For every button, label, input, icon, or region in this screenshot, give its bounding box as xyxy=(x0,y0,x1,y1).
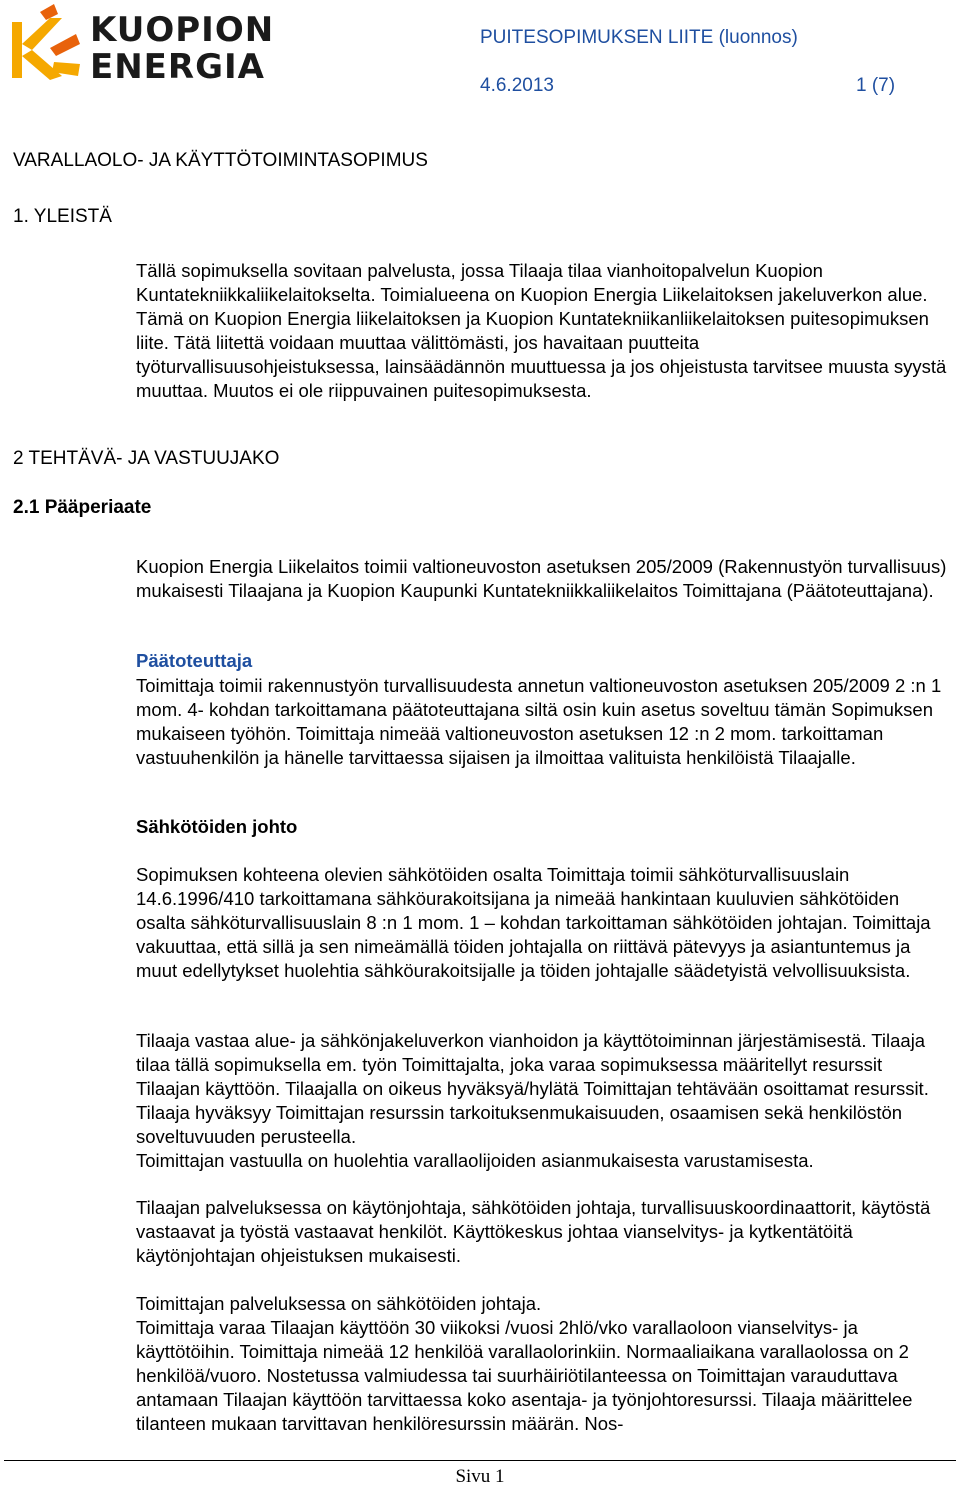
paatoteuttaja-text: Toimittaja toimii rakennustyön turvallisuudesta annetun valtioneuvoston asetuksen 205/2009 2 :n 1 mom. 4- kohdan tarkoittamana päätoteuttajana siltä osin kuin asetus soveltuu tämän Sopimuksen mukaiseen työhön. Toimittaja nimeää valtioneuvoston asetuksen 12 :n 2 mom. tarkoittaman vastuuhenkilön ja hänelle tarvittaessa sijaisen ja ilmoittaa valituista henkilöistä Tilaajalle. xyxy=(136,675,942,768)
footer-divider xyxy=(4,1460,956,1461)
brand-line-2: ENERGIA xyxy=(90,47,265,87)
paatoteuttaja-heading: Päätoteuttaja xyxy=(136,650,253,671)
page-footer: Sivu 1 xyxy=(455,1466,505,1487)
section-2-1-text: Kuopion Energia Liikelaitos toimii valtioneuvoston asetuksen 205/2009 (Rakennustyön turvallisuus) mukaisesti Tilaajana ja Kuopion Kaupunki Kuntatekniikkaliikelaitos Toimittajana (Päätoteuttajana). xyxy=(136,556,947,601)
sahkotoiden-johto-text: Sopimuksen kohteena olevien sähkötöiden osalta Toimittaja toimii sähköturvallisuuslain 14.6.1996/410 tarkoittamana sähköurakoitsijana ja nimeää hankintaan kuuluvien sähkötöiden osalta sähköturvallisuuslain 8 :n 1 mom. 1 – kohdan tarkoittaman sähkötöiden johtajan. Toimittaja vakuuttaa, että sillä ja sen nimeämällä töiden johtajalla on riittävä pätevyys ja asiantuntemus ja muut edellytykset huolehtia sähköurakoitsijalle ja töiden johtajalle säädetyistä velvollisuuksista. xyxy=(136,864,931,981)
section-2-1-heading: 2.1 Pääperiaate xyxy=(13,497,152,518)
brand-line-1: KUOPION xyxy=(90,10,275,50)
tilaaja-paragraph: Tilaaja vastaa alue- ja sähkönjakeluverkon vianhoidon ja käyttötoiminnan järjestämisestä. Tilaaja tilaa tällä sopimuksella em. työn Toimittajalta, joka varaa sopimuksessa määritellyt resurssit Tilaajan käyttöön. Tilaajalla on oikeus hyväksyä/hylätä Toimittajan tehtävään osoittamat resurssit. Tilaaja hyväksyy Toimittajan resurssin tarkoituksenmukaisuuden, osaamisen sekä henkilöstön soveltuvuuden perusteella. xyxy=(136,1030,929,1147)
toimittaja-paragraph-1: Toimittajan palveluksessa on sähkötöiden johtaja. xyxy=(136,1293,542,1314)
section-1-heading: 1. YLEISTÄ xyxy=(13,206,112,227)
toimittaja-paragraph-2: Toimittaja varaa Tilaajan käyttöön 30 viikoksi /vuosi 2hlö/vko varallaoloon vianselvitys- ja käyttötöihin. Toimittaja nimeää 12 henkilöä varallaolorinkiin. Normaaliaikana varallaolossa on 2 henkilöä/vuoro. Nostetussa valmiudessa tai suurhäiriötilanteessa on Toimittajan varauduttava antamaan Tilaajan käyttöön tarvittaessa koko asentaja- ja työnjohtoresurssi. Tilaaja määrittelee tilanteen mukaan tarvittavan henkilöresurssin määrän. Nos- xyxy=(136,1317,913,1434)
kuopion-energia-emblem-icon xyxy=(10,4,84,84)
agreement-title: VARALLAOLO- JA KÄYTTÖTOIMINTASOPIMUS xyxy=(13,150,428,171)
section-1-text: Tällä sopimuksella sovitaan palvelusta, jossa Tilaaja tilaa vianhoitopalvelun Kuopion Kuntatekniikkaliikelaitokselta. Toimialueena on Kuopion Energia Liikelaitoksen jakeluverkon alue. Tämä on Kuopion Energia liikelaitoksen ja Kuopion Kuntatekniikanliikelaitoksen puitesopimuksen liite. Tätä liitettä voidaan muuttaa välittömästi, jos havaitaan puutteita työturvallisuusohjeistuksessa, lainsäädännön muuttuessa ja jos ohjeistusta tarvitsee muusta syystä muuttaa. Muutos ei ole riippuvainen puitesopimuksesta. xyxy=(136,260,947,401)
palvelus-paragraph: Tilaajan palveluksessa on käytönjohtaja, sähkötöiden johtaja, turvallisuuskoordinaattorit, käytöstä vastaavat ja työstä vastaavat henkilöt. Käyttökeskus johtaa vianselvitys- ja kytkentätöitä käytönjohtajan ohjeistuksen mukaisesti. xyxy=(136,1197,931,1266)
page-count: 1 (7) xyxy=(856,75,896,96)
section-2-heading: 2 TEHTÄVÄ- JA VASTUUJAKO xyxy=(13,448,280,469)
document-type-title: PUITESOPIMUKSEN LIITE (luonnos) xyxy=(480,27,798,48)
document-date: 4.6.2013 xyxy=(480,75,554,96)
tilaaja-paragraph-2: Toimittajan vastuulla on huolehtia varallaolijoiden asianmukaisesta varustamisesta. xyxy=(136,1150,814,1171)
brand-wordmark xyxy=(90,12,274,86)
sahkotoiden-johto-heading: Sähkötöiden johto xyxy=(136,816,298,837)
company-logo xyxy=(10,4,275,87)
